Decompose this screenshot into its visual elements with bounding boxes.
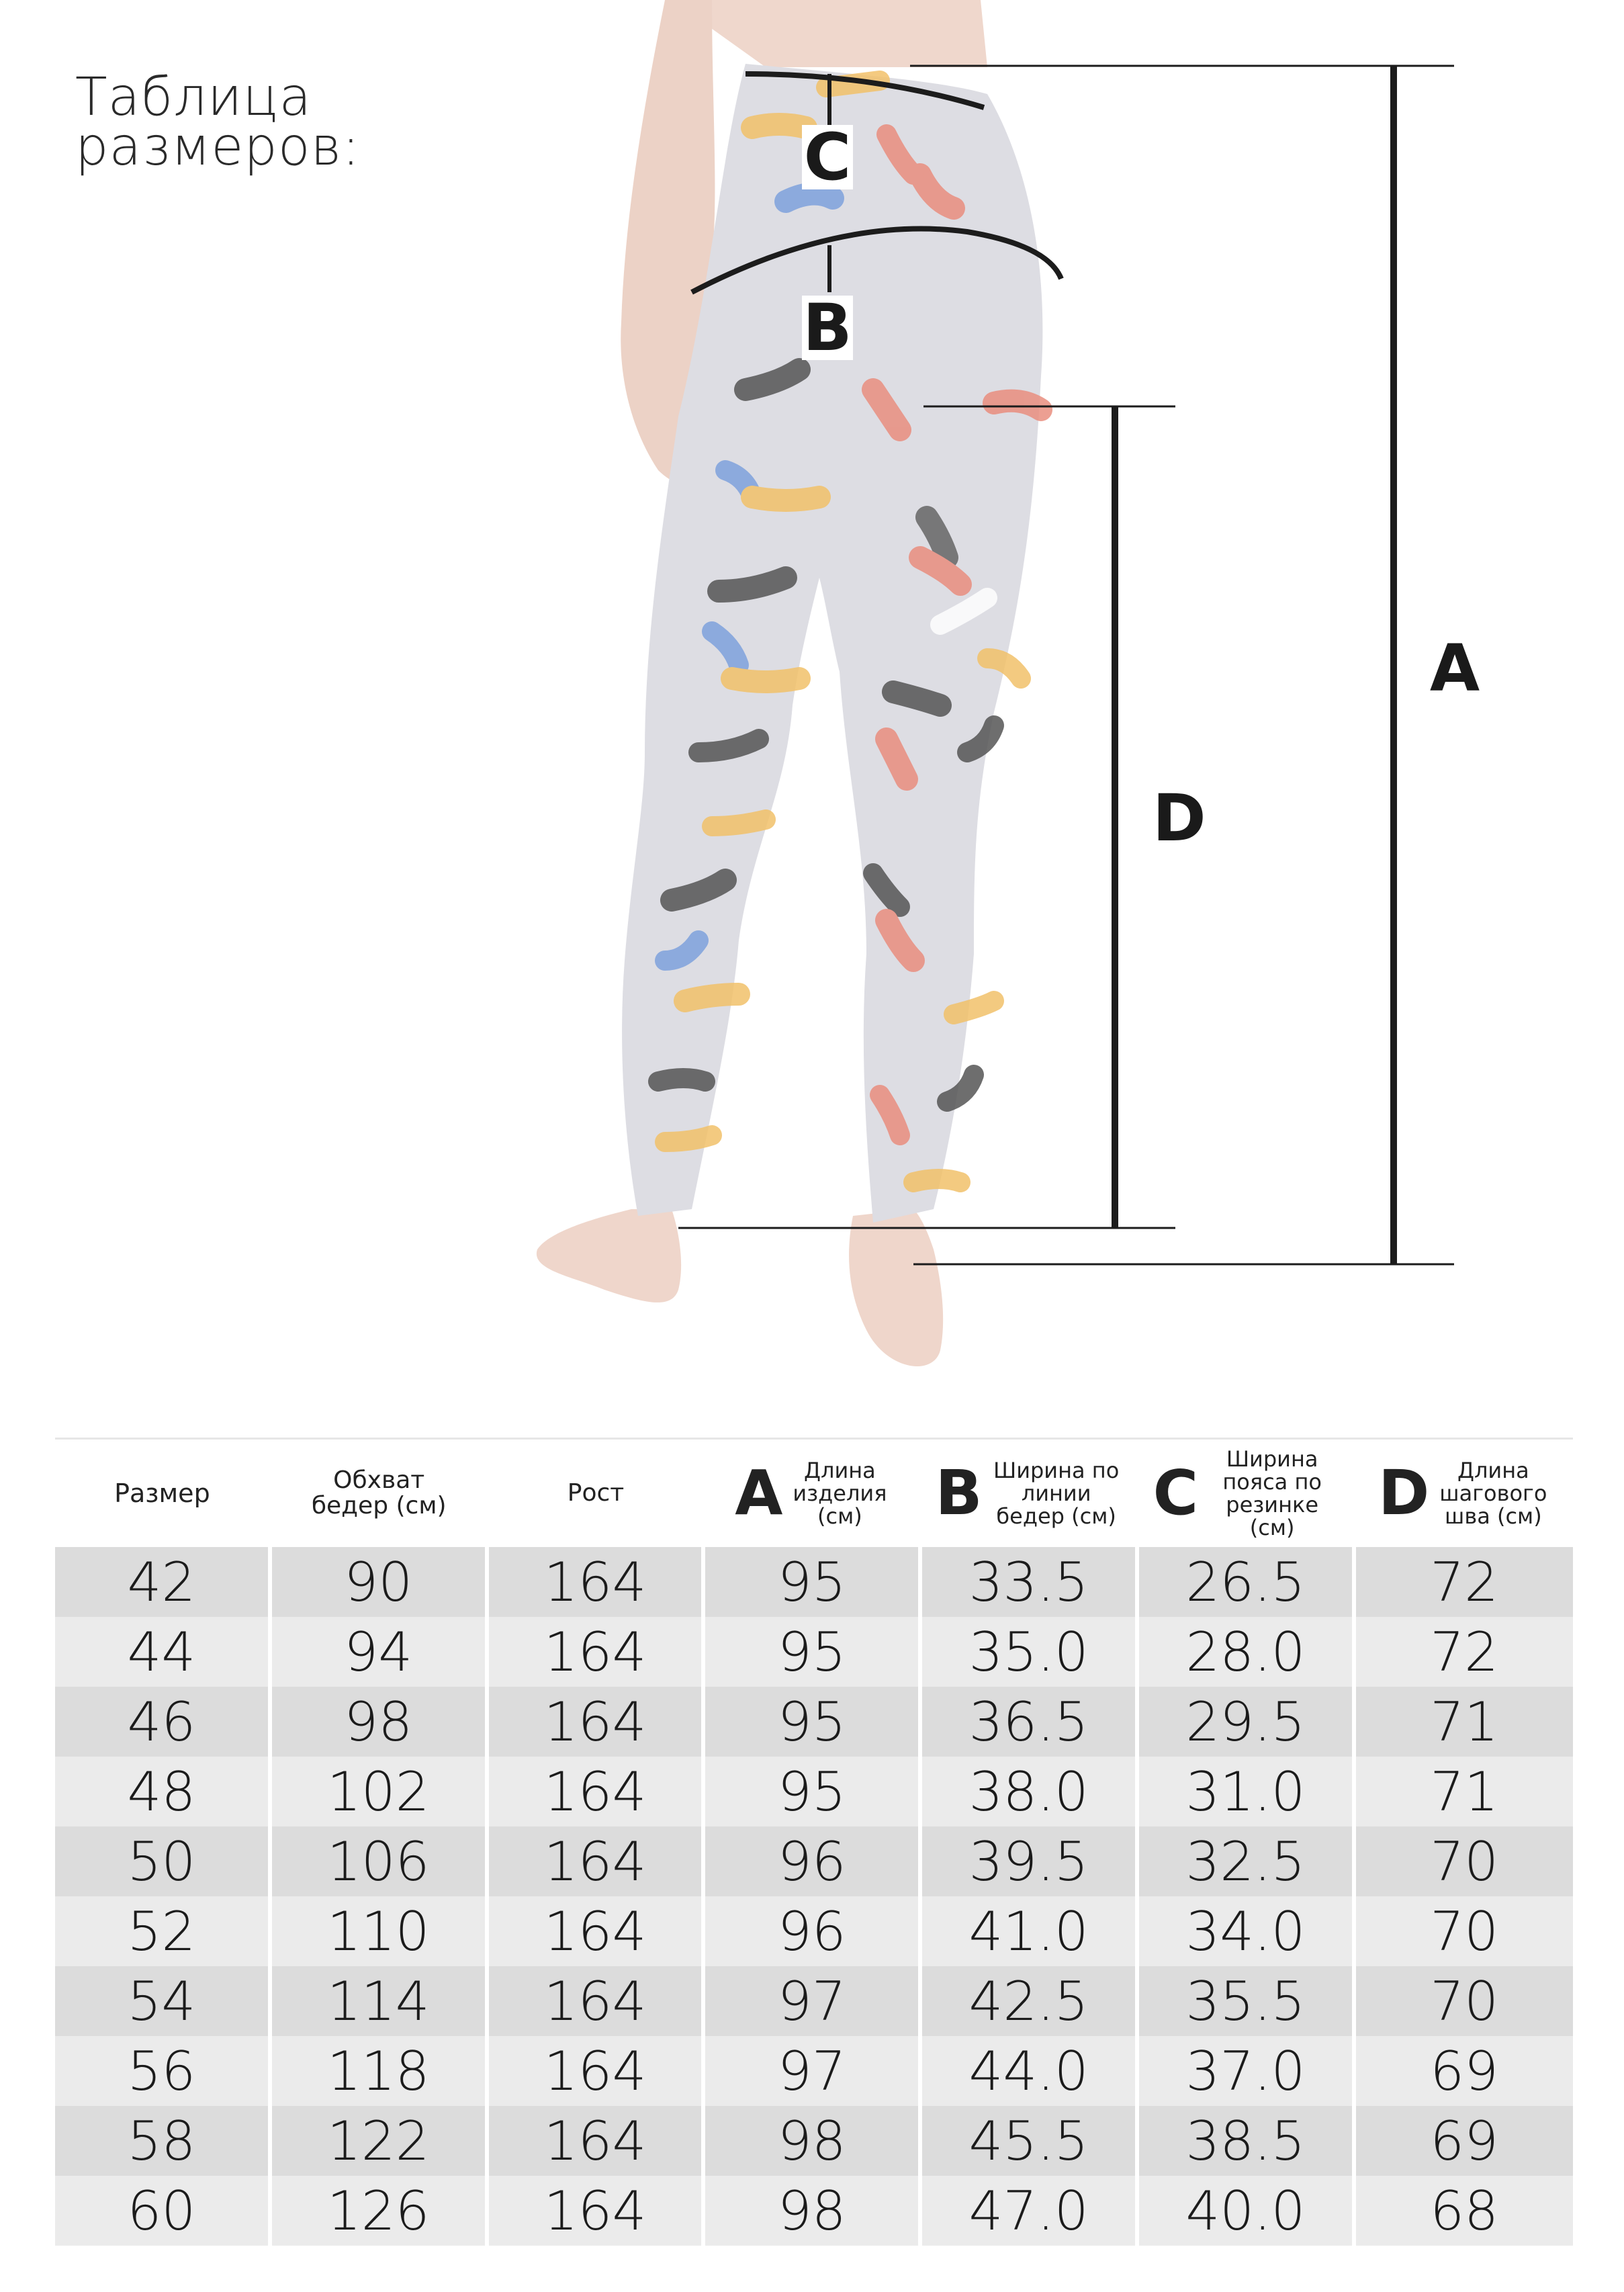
table-cell: 122 (272, 2106, 489, 2176)
table-cell: 38.5 (1139, 2106, 1356, 2176)
header-waist-width (1139, 1440, 1356, 1547)
table-cell: 29.5 (1139, 1687, 1356, 1757)
table-cell: 102 (272, 1757, 489, 1826)
table-row (55, 1617, 1573, 1687)
title-line-1: Таблица (75, 67, 312, 128)
header-height (489, 1440, 706, 1547)
table-cell: 164 (489, 2106, 706, 2176)
header-hip-girth (272, 1440, 489, 1547)
table-cell: 52 (55, 1896, 272, 1966)
table-cell: 60 (55, 2176, 272, 2246)
table-cell: 70 (1430, 1900, 1499, 1963)
table-row (55, 1966, 1573, 2036)
table-cell: 96 (705, 1896, 922, 1966)
table-cell: 69 (1430, 2109, 1499, 2172)
table-cell: 72 (1430, 1550, 1499, 1614)
table-cell: 118 (272, 2036, 489, 2106)
table-cell: 70 (1430, 1830, 1499, 1893)
right-foot (849, 1209, 943, 1366)
table-cell: 36.5 (922, 1687, 1139, 1757)
table-row (55, 2036, 1573, 2106)
table-cell: 164 (489, 1826, 706, 1896)
header-waist-width-label: Ширина пояса по резинке (см) (1222, 1446, 1322, 1540)
table-cell: 97 (705, 2036, 922, 2106)
table-cell: 126 (272, 2176, 489, 2246)
table-cell: 26.5 (1139, 1547, 1356, 1617)
table-cell: 41.0 (922, 1896, 1139, 1966)
table-cell: 48 (55, 1757, 272, 1826)
table-cell: 95 (705, 1547, 922, 1617)
header-size (55, 1440, 272, 1547)
table-cell: 164 (489, 1547, 706, 1617)
table-row (55, 2106, 1573, 2176)
table-row (55, 1687, 1573, 1757)
table-cell: 54 (55, 1966, 272, 2036)
table-cell: 42 (55, 1547, 272, 1617)
table-body (55, 1547, 1573, 2246)
table-cell: 72 (1430, 1620, 1499, 1683)
table-cell: 47.0 (922, 2176, 1139, 2246)
header-waist-width-letter: C (1153, 1457, 1199, 1529)
table-cell: 45.5 (922, 2106, 1139, 2176)
table-cell: 110 (272, 1896, 489, 1966)
table-cell: 46 (55, 1687, 272, 1757)
label-c: C (802, 125, 853, 189)
header-length-letter: A (735, 1457, 783, 1529)
table-cell: 98 (705, 2176, 922, 2246)
table-cell: 68 (1430, 2179, 1499, 2242)
header-size-label: Размер (114, 1479, 210, 1508)
table-cell: 98 (705, 2106, 922, 2176)
table-cell: 164 (489, 2176, 706, 2246)
header-hip-girth-label: Обхват бедер (см) (311, 1466, 447, 1519)
table-row (55, 1896, 1573, 1966)
title-line-2: размеров: (75, 117, 361, 177)
header-hip-width (922, 1440, 1139, 1547)
table-cell: 106 (272, 1826, 489, 1896)
table-cell: 94 (272, 1617, 489, 1687)
table-cell: 164 (489, 2036, 706, 2106)
header-length-label: Длина изделия (см) (793, 1458, 887, 1529)
table-cell: 71 (1430, 1690, 1499, 1753)
table-row (55, 1826, 1573, 1896)
table-cell: 37.0 (1139, 2036, 1356, 2106)
table-row (55, 2176, 1573, 2246)
table-cell: 50 (55, 1826, 272, 1896)
table-cell: 97 (705, 1966, 922, 2036)
table-row (55, 1757, 1573, 1826)
table-cell: 58 (55, 2106, 272, 2176)
table-cell: 114 (272, 1966, 489, 2036)
left-foot (537, 1209, 681, 1303)
table-cell: 164 (489, 1757, 706, 1826)
table-cell: 35.0 (922, 1617, 1139, 1687)
table-cell: 56 (55, 2036, 272, 2106)
table-cell: 33.5 (922, 1547, 1139, 1617)
table-cell: 44 (55, 1617, 272, 1687)
table-cell: 38.0 (922, 1757, 1139, 1826)
table-cell: 70 (1430, 1970, 1499, 2033)
header-hip-width-label: Ширина по линии бедер (см) (993, 1458, 1120, 1529)
table-cell: 28.0 (1139, 1617, 1356, 1687)
table-cell: 32.5 (1139, 1826, 1356, 1896)
header-inseam (1356, 1440, 1573, 1547)
table-cell: 44.0 (922, 2036, 1139, 2106)
header-inseam-letter: D (1378, 1457, 1430, 1529)
table-header (55, 1438, 1573, 1547)
table-cell: 164 (489, 1896, 706, 1966)
label-b: B (803, 290, 852, 365)
table-row (55, 1547, 1573, 1617)
table-cell: 71 (1430, 1760, 1499, 1823)
table-cell: 164 (489, 1966, 706, 2036)
table-cell: 31.0 (1139, 1757, 1356, 1826)
table-cell: 164 (489, 1617, 706, 1687)
header-hip-width-letter: B (935, 1457, 983, 1529)
table-cell: 98 (272, 1687, 489, 1757)
table-cell: 164 (489, 1687, 706, 1757)
table-cell: 96 (705, 1826, 922, 1896)
label-a: A (1429, 631, 1480, 706)
table-cell: 90 (272, 1547, 489, 1617)
header-height-label: Рост (567, 1479, 625, 1507)
label-d: D (1153, 781, 1206, 856)
size-table (55, 1438, 1573, 2246)
table-cell: 95 (705, 1757, 922, 1826)
table-cell: 39.5 (922, 1826, 1139, 1896)
table-cell: 42.5 (922, 1966, 1139, 2036)
table-cell: 34.0 (1139, 1896, 1356, 1966)
table-cell: 95 (705, 1617, 922, 1687)
header-inseam-label: Длина шагового шва (см) (1439, 1458, 1547, 1529)
header-length (705, 1440, 922, 1547)
table-cell: 95 (705, 1687, 922, 1757)
table-cell: 40.0 (1139, 2176, 1356, 2246)
table-cell: 35.5 (1139, 1966, 1356, 2036)
table-cell: 69 (1430, 2039, 1499, 2103)
torso-skin (672, 0, 987, 67)
